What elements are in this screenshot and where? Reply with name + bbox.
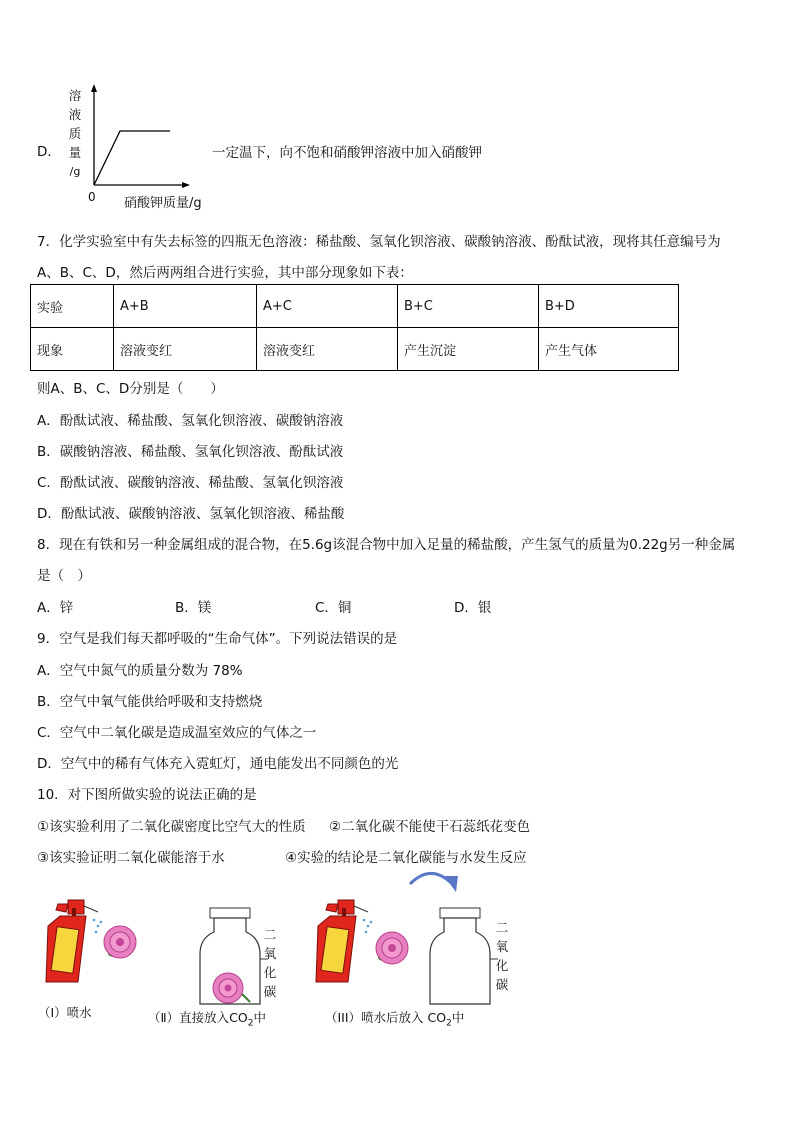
table-cell: 现象 [31, 328, 114, 371]
label-char: 氧 [495, 939, 509, 954]
caption-3-sub: 2 [446, 1018, 452, 1029]
q9-stem: 9．空气是我们每天都呼吸的“生命气体”。下列说法错误的是 [37, 631, 398, 647]
q9-option-c: C．空气中二氧化碳是造成温室效应的气体之一 [37, 725, 317, 741]
q7-stem-line2: A、B、C、D，然后两两组合进行实验，其中部分现象如下表： [37, 265, 413, 281]
label-char: 二 [495, 920, 509, 935]
label-char: 碳 [263, 984, 277, 999]
figure-caption-1: （I）喷水 [38, 1005, 92, 1020]
q9-option-b: B．空气中氧气能供给呼吸和支持燃烧 [37, 694, 263, 710]
q7-option-d: D．酚酞试液、碳酸钠溶液、氢氧化钡溶液、稀盐酸 [37, 506, 345, 522]
flower-1-icon [104, 926, 136, 958]
q9-option-d: D．空气中的稀有气体充入霓虹灯，通电能发出不同颜色的光 [37, 756, 399, 772]
figure-caption-3 [325, 1008, 464, 1029]
q10-figure [38, 864, 518, 1014]
q8-option-a: A．锌 [37, 600, 74, 616]
q6-graph [84, 80, 194, 195]
y-axis-arrow-icon [91, 84, 97, 92]
q10-statement-4: ④实验的结论是二氧化碳能与水发生反应 [285, 850, 527, 866]
x-axis-arrow-icon [182, 182, 190, 188]
caption-3-text: （III）喷水后放入 CO [325, 1010, 447, 1025]
q8-option-d: D．银 [454, 600, 492, 616]
caption-2-sub: 2 [247, 1018, 254, 1029]
table-cell: 溶液变红 [257, 328, 398, 371]
y-char-5: /g [69, 165, 81, 178]
q7-option-b: B．碳酸钠溶液、稀盐酸、氢氧化钡溶液、酚酞试液 [37, 444, 344, 460]
q7-table [30, 284, 679, 371]
table-cell: B+D [539, 285, 679, 328]
curve [94, 131, 170, 185]
y-char-2: 液 [68, 107, 82, 122]
curved-arrow-icon [410, 873, 450, 884]
q6-graph-origin: 0 [88, 190, 96, 204]
q9-option-a: A．空气中氮气的质量分数为 78% [37, 663, 243, 679]
q7-option-c: C．酚酞试液、碳酸钠溶液、稀盐酸、氢氧化钡溶液 [37, 475, 344, 491]
label-char: 化 [263, 965, 277, 980]
q10-statement-1: ①该实验利用了二氧化碳密度比空气大的性质 [37, 819, 306, 835]
table-row [31, 328, 679, 371]
caption-3-suffix: 中 [451, 1010, 465, 1025]
table-row [31, 285, 679, 328]
caption-2-suffix: 中 [253, 1010, 266, 1025]
spray-bottle-1-icon [46, 900, 102, 982]
table-cell: 实验 [31, 285, 114, 328]
q10-statement-3: ③该实验证明二氧化碳能溶于水 [37, 850, 225, 866]
q6-graph-x-label: 硝酸钾质量/g [124, 196, 202, 211]
table-cell: 产生气体 [539, 328, 679, 371]
table-cell: A+C [257, 285, 398, 328]
label-char: 化 [495, 958, 509, 973]
q6-option-d-label: D． [37, 144, 61, 160]
q6-graph-y-label [68, 86, 84, 181]
q8-option-b: B．镁 [175, 600, 212, 616]
jar-2-icon [200, 908, 268, 1004]
q8-stem-line1: 8．现在有铁和另一种金属组成的混合物，在5.6g该混合物中加入足量的稀盐酸，产生氢气的质量为0.22g另一种金属 [37, 537, 736, 553]
spray-bottle-3-icon [316, 900, 372, 982]
jar-2-label [263, 925, 277, 1001]
q7-question: 则A、B、C、D分别是（ ） [37, 381, 224, 397]
arrow-head-icon [444, 876, 458, 892]
y-char-3: 质 [68, 126, 82, 141]
q7-option-a: A．酚酞试液、稀盐酸、氢氧化钡溶液、碳酸钠溶液 [37, 413, 344, 429]
y-char-4: 量 [68, 145, 82, 160]
label-char: 氧 [263, 946, 277, 961]
jar-3-label [495, 918, 509, 994]
q6-option-d-text: 一定温下，向不饱和硝酸钾溶液中加入硝酸钾 [212, 145, 482, 161]
jar-3-icon [430, 908, 498, 1004]
table-cell: A+B [114, 285, 257, 328]
caption-2-text: （Ⅱ）直接放入CO [148, 1010, 248, 1025]
label-char: 二 [263, 927, 277, 942]
table-cell: B+C [398, 285, 539, 328]
q8-stem-line2: 是（ ） [37, 568, 91, 584]
q10-stem: 10．对下图所做实验的说法正确的是 [37, 787, 257, 803]
q10-statement-2: ②二氧化碳不能使干石蕊纸花变色 [329, 819, 531, 835]
flower-3-icon [376, 932, 408, 964]
table-cell: 产生沉淀 [398, 328, 539, 371]
q8-option-c: C．铜 [315, 600, 352, 616]
figure-caption-2 [148, 1008, 266, 1029]
y-char-1: 溶 [68, 88, 82, 103]
q7-stem-line1: 7．化学实验室中有失去标签的四瓶无色溶液：稀盐酸、氢氧化钡溶液、碳酸钠溶液、酚酞试液，现将其任意编号为 [37, 234, 721, 250]
label-char: 碳 [495, 977, 509, 992]
table-cell: 溶液变红 [114, 328, 257, 371]
